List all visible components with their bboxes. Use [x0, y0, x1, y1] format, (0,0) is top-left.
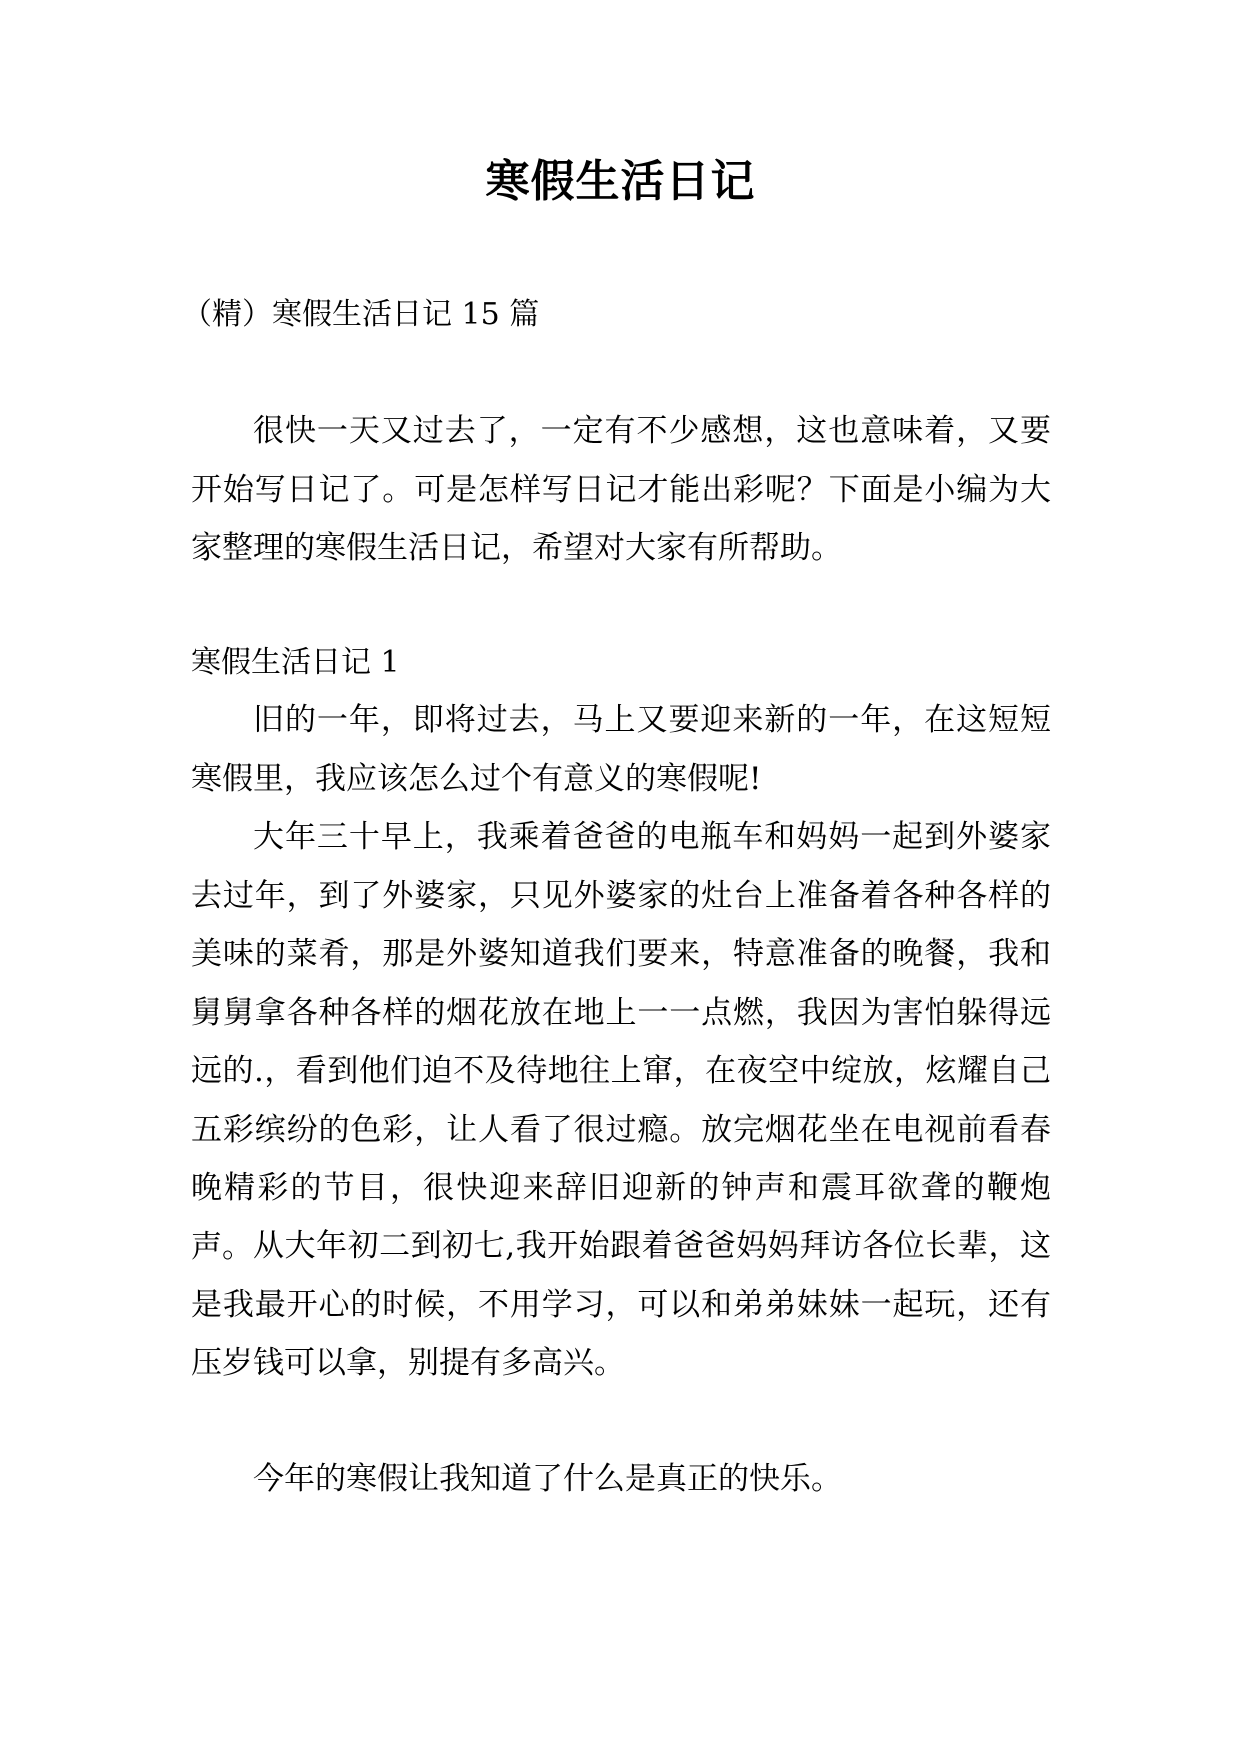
body-paragraph: 从大年初二到初七,我开始跟着爸爸妈妈拜访各位长辈，这是我最开心的时候，不用学习，可以和弟弟妹妹一起玩，还有压岁钱可以拿，别提有多高兴。 — [191, 1228, 1051, 1381]
document-subtitle: （精）寒假生活日记 15 篇 — [182, 297, 540, 332]
body-paragraph: 大年三十早上，我乘着爸爸的电瓶车和妈妈一起到外婆家去过年，到了外婆家，只见外婆家的灶台上准备着各种各样的美味的菜肴，那是外婆知道我们要来，特意准备的晚餐，我和舅舅拿各种各样的烟花放在地上一一点燃，我因为害怕躲得远远的.，看到他们迫不及待地往上窜，在夜空中绽放，炫耀自己五彩缤纷的色彩，让人看了很过瘾。放完烟花坐在电视前看春晚精彩的节目，很快迎来辞旧迎新的钟声和震耳欲聋的鞭炮声。 — [191, 819, 1051, 1265]
body-paragraph: 今年的寒假让我知道了什么是真正的快乐。 — [253, 1461, 842, 1497]
body-paragraph: 旧的一年，即将过去，马上又要迎来新的一年，在这短短寒假里，我应该怎么过个有意义的寒假呢! — [191, 702, 1051, 797]
intro-paragraph: 很快一天又过去了，一定有不少感想，这也意味着，又要开始写日记了。可是怎样写日记才能出彩呢？下面是小编为大家整理的寒假生活日记，希望对大家有所帮助。 — [191, 413, 1051, 566]
document-title: 寒假生活日记 — [485, 156, 756, 207]
section-heading: 寒假生活日记 1 — [191, 645, 400, 680]
